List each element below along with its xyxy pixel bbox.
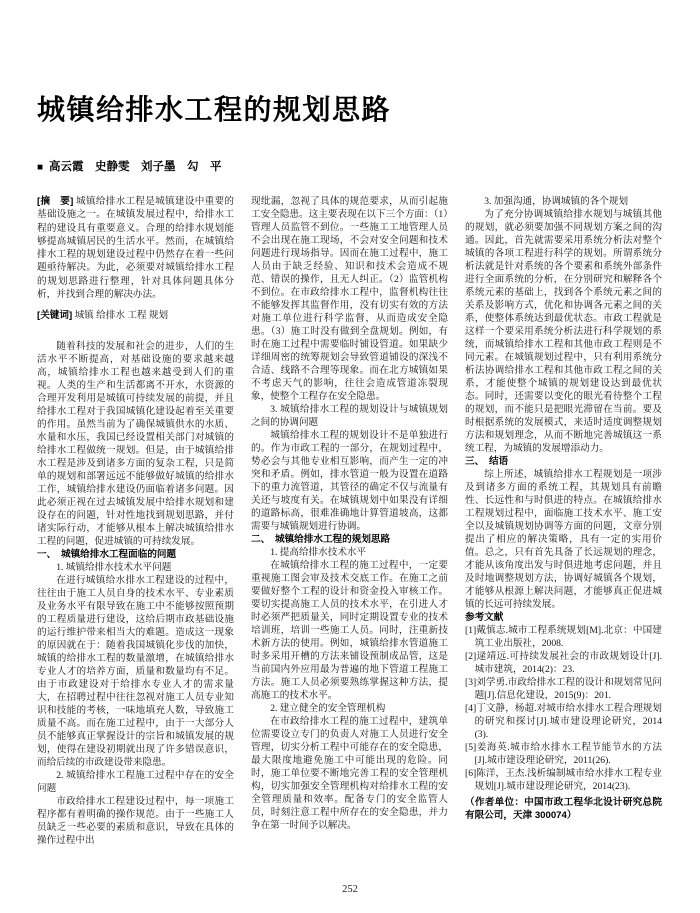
subsection-heading: 2. 城镇给排水工程施工过程中存在的安全问题: [37, 770, 234, 795]
reference-item: [4]丁文静，杨超.对城市给水排水工程合理规划的研究和探讨[J].城市建设理论研究，2014(3).: [465, 703, 662, 740]
paragraph-continued: 现纰漏，忽视了具体的规范要求，从而引起施工安全隐患。这主要表现在以下三个方面：（1）管理人员监管不到位。一些施工工地管理人员不会出现在施工现场，不会对安全问题和技术问题进行现场指导。因而在施工过程中，施工人员由于缺乏经验、知识和技术会造成不规范、错误的操作，且无人纠正。（2）监管机构不到位。在市政给排水工程中，监督机构往往不能够发挥其监督作用，没有切实有效的方法对施工单位进行科学监督，从而造成安全隐患。（3）施工时没有做到全盘规划。例如，有时在施工过程中需要临时铺设管道。如果缺少详细周密的统筹规划会导致管道铺设的深浅不合适、线路不合理等现象。而在北方城镇如果不考虑天气的影响，往往会造成管道冻裂现象，使整个工程存在安全隐患。: [251, 196, 448, 402]
paragraph: 为了充分协调城镇给排水规划与城镇其他的规划，就必须要加强不同规划方案之间的沟通。因此，首先就需要采用系统分析法对整个城镇的各项工程进行科学的规划。所谓系统分析法就是针对系统的各个要素和系统外部条件进行全面系统的分析，在分别研究和解释各个系统元素的基础上，找到各个系统元素之间的关系及影响方式，优化和协调各元素之间的关系，使整体系统达到最优状态。市政工程就是这样一个要采用系统分析法进行科学规划的系统，而城镇给排水工程和其他市政工程则是不同元素。在城镇规划过程中，只有利用系统分析法协调给排水工程和其他市政工程之间的关系，才能使整个城镇的规划建设达到最优状态。同时，还需要以变化的眼光看待整个工程的规划，而不能只是把眼光滞留在当前。要及时根据系统的发展模式，来适时适度调整规划方法和规划理念，从而不断地完善城镇这一系统工程，为城镇的发展增添动力。: [465, 209, 662, 454]
keywords-label: [关键词]: [37, 310, 73, 322]
text-column-3: [465, 195, 662, 822]
subsection-heading: 1. 城镇给排水技术水平问题: [56, 562, 172, 574]
subsection-heading: 3. 加强沟通，协调城镇的各个规划: [484, 196, 629, 207]
text-column-1: [37, 195, 234, 847]
reference-item: [3]刘学勇.市政给排水工程的设计和规划常见问题[J].信息化建设，2015(9)：201.: [465, 677, 662, 701]
reference-item: [6]陈洋，王杰.浅析编制城市给水排水工程专业规划[J].城市建设理论研究，2014(23).: [465, 768, 662, 792]
section-heading: 二、 城镇给排水工程的规划思路: [251, 534, 391, 545]
section-heading: 三、 结语: [465, 456, 509, 467]
paragraph: 在进行城镇给水排水工程建设的过程中，往往由于施工人员自身的技术水平、专业素质及业务水平有限导致在施工中不能够按照预期的工程质量进行建设，这给后期市政基础设施的运行维护带来相当大的难题。造成这一现象的原因就在于：随着我国城镇化步伐的加快，城镇的给排水工程的数量激增，在城镇给排水专业人才的培养方面，质量和数量均有不足。由于市政建设对于给排水专业人才的需求量大，在招聘过程中往往忽视对施工人员专业知识和技能的考核，一味地填充人数，导致施工质量不高。而在施工过程中，由于一大部分人员不能够真正掌握设计的宗旨和城镇发展的规划，使得在建设初期就出现了许多错误意识，而给后续的市政建设带来隐患。: [37, 575, 234, 769]
paragraph: 随着科技的发展和社会的进步，人们的生活水平不断提高，对基础设施的要求越来越高，城镇给排水工程也越来越受到人们的重视。人类的生产和生活都离不开水，水资源的合理开发利用是城镇可持续发展的前提，并且给排水工程对于我国城镇化建设起着至关重要的作用。虽然当前为了确保城镇供水的水质、水量和水压，我国已经设置相关部门对城镇的给排水工程做统一规划。但是，由于城镇给排水工程是涉及到诸多方面的复杂工程，只是简单的规划和部署远远不能够做好城镇的给排水工作，城镇给排水建设仍面临着诸多问题。因此必须正视在过去城镇发展中给排水规划和建设存在的问题，针对性地找到规划思路，并付诸实际行动，才能够从根本上解决城镇给排水工程的问题，促进城镇的可持续发展。: [37, 341, 234, 548]
author-bullet-marker: ■: [37, 162, 44, 173]
subsection-heading: 2. 建立健全的安全管理机构: [270, 703, 386, 714]
columns: [37, 195, 663, 847]
text-column-2: [251, 195, 448, 832]
reference-item: [5]姜海英.城市给水排水工程节能节水的方法[J].城市建设理论研究，2011(26).: [465, 742, 662, 766]
paragraph: 综上所述，城镇给排水工程规划是一项涉及到诸多方面的系统工程，其规划具有前瞻性、长远性和与时俱进的特点。在城镇给排水工程规划过程中，面临施工技术水平、施工安全以及城镇规划协调等方面的问题，文章分别提出了相应的解决策略，具有一定的实用价值。总之，只有首先具备了长远规划的理念，才能从该角度出发与时俱进地考虑问题，并且及时地调整规划方法，协调好城镇各个规划，才能够从根源上解决问题，才能够真正促进城镇的长远可持续发展。: [465, 469, 662, 610]
author-affiliation: （作者单位：中国市政工程华北设计研究总院有限公司，天津 300074）: [465, 797, 662, 821]
paragraph: 在市政给排水工程的施工过程中，建筑单位需要设立专门的负责人对施工人员进行安全管理，切实分析工程中可能存在的安全隐患，最大限度地避免施工中可能出现的危险。同时，施工单位要不断地完善工程的安全管理机构，切实加强安全管理机构对给排水工程的安全管理质量和效率。配备专门的安全监管人员，时刻注意工程中所存在的安全隐患，并力争在第一时间予以解决。: [251, 716, 448, 831]
author-names: 高云霞 史静雯 刘子墨 勾 平: [49, 161, 222, 173]
authors-line: [37, 158, 663, 174]
abstract: [摘 要] 城镇给排水工程是城镇建设中重要的基础设施之一。在城镇发展过程中，给排水工程的建设具有重要意义。合理的给排水规划能够提高城镇居民的生活水平。然而，在城镇给排水工程的规划建设过程中仍然存在着一些问题亟待解决。为此，必须要对城镇给排水工程的规划思路进行整理，针对具体问题具体分析，并找到合理的解决办法。: [37, 196, 234, 301]
reference-item: [1]戴慎志.城市工程系统规划[M].北京：中国建筑工业出版社，2008.: [465, 625, 662, 649]
subsection-heading: 1. 提高给排水技术水平: [270, 547, 367, 558]
abstract-label: [摘 要]: [37, 196, 74, 207]
paragraph: 市政给排水工程建设过程中，每一项施工程序都有着明确的操作规范。由于一些施工人员缺乏一些必要的素质和意识，导致在具体的操作过程中出: [37, 796, 234, 847]
references-heading: 参考文献: [465, 612, 504, 623]
page-title: 城镇给排水工程的规划思路: [37, 94, 392, 125]
section-heading: 一、 城镇给排水工程面临的问题: [37, 549, 177, 561]
reference-item: [2]逯靖远.可持续发展社会的市政规划设计[J].城市建筑，2014(2)：23.: [465, 651, 662, 675]
subsection-heading: 3. 城镇给排水工程的规划设计与城镇规划之间的协调问题: [251, 404, 448, 428]
paragraph: 城镇给排水工程的规划设计不是单独进行的。作为市政工程的一部分，在规划过程中，势必会与其他专业相互影响，而产生一定的冲突和矛盾。例如，排水管道一般为设置在道路下的重力流管道，其管径的确定不仅与流量有关还与坡度有关。在城镇规划中如果没有详细的道路标高，很难准确地计算管道坡高，这都需要与城镇规划进行协调。: [251, 430, 448, 532]
keywords: [关键词] 城镇 给排水 工程 规划: [37, 310, 169, 322]
paragraph: 在城镇给排水工程的施工过程中，一定要重视施工图会审及技术交底工作。在施工之前要做好整个工程的设计和资金投入审核工作。要切实提高施工人员的技术水平，在引进人才时必须严把质量关，同时定期设置专业的技术培训班，培训一些施工人员。同时，注重新技术新方法的使用。例如，城镇给排水管道施工时多采用开槽的方法来铺设预制成品管，这是当前国内外应用最为普遍的地下管道工程施工方法。施工人员必须要熟练掌握这种方法，提高施工的技术水平。: [251, 560, 448, 701]
page-number: 252: [342, 884, 358, 895]
